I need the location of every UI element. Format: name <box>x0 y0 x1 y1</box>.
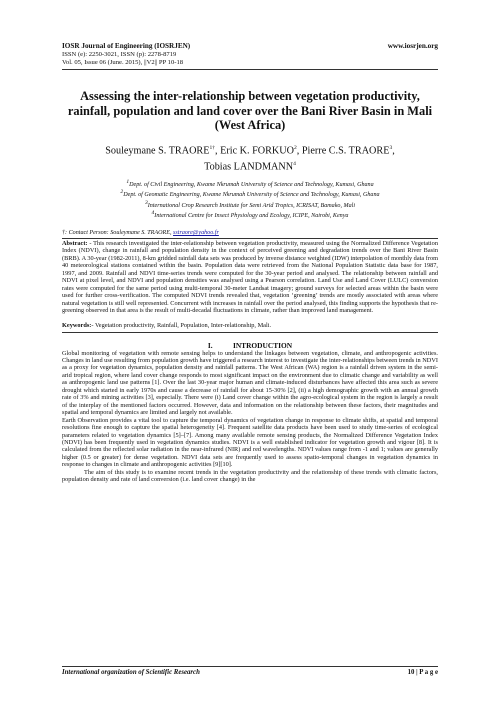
section-heading: I. INTRODUCTION <box>207 340 293 350</box>
affiliation-line <box>62 189 438 200</box>
body-text <box>62 350 438 484</box>
affiliation-line <box>62 179 438 190</box>
author-sup: 4 <box>293 160 296 167</box>
contact-person <box>62 230 438 236</box>
affiliation-sup: 3 <box>144 199 148 206</box>
keywords-rule <box>62 332 438 333</box>
author-name: , Pierre C.S. TRAORE <box>296 145 390 157</box>
contact-email-link[interactable]: sstraore@yahoo.fr <box>173 230 219 236</box>
abstract-rule <box>62 238 438 239</box>
body-paragraph: Earth Observation provides a vital tool to capture the temporal dynamics of vegetation change in response to climate shifts, at spatial and temporal resolutions fine enough to capture the spatial heterogeneity [4]. Frequent satellite data products have been used to study time-series of ecological parameters related to vegetation dynamics [5]–[7]. Among many available remote sensing products, the Normalized Difference Vegetation Index (NDVI) has been frequently used in vegetation dynamics studies. NDVI is a well established indicator for vegetation growth and vigour [8]. It is calculated from the reflected solar radiation in the near-infrared (NIR) and red wavelengths. NDVI values range from -1 and 1; values are generally higher (0.5 or greater) for dense vegetation. NDVI data sets are frequently used to assess spatio-temporal changes in vegetation dynamics in response to changes in climate and anthropogenic activities [9][10]. <box>62 416 438 469</box>
author-separator: , <box>392 145 395 157</box>
body-paragraph: The aim of this study is to examine recent trends in the vegetation productivity and the relationship of these trends with climatic factors, population density and rate of land conversion (i.e. land cover change) in the <box>62 468 438 484</box>
affiliation-text: International Crop Research Institute for Semi Arid Tropics, ICRISAT, Bamako, Mali <box>147 202 356 209</box>
affiliation-text: International Centre for Insect Physiology and Ecology, ICIPE, Nairobi, Kenya <box>154 213 349 220</box>
abstract-text: - This research investigated the inter-relationship between vegetation productivity, measured using the Normalized Difference Vegetation Index (NDVI), change in rainfall and population density in the context of perceived greening and degradation trends over the Bani River Basin (BRB). A 30-year (1982-2011), 8-km gridded rainfall data sets was produced by inverse distance weighted (IDW) interpolation of monthly data from 40 meteorological stations contained within the basin. Population data were retrieved from the National Population Statistic data base for 1987, 1997, and 2009. Rainfall and NDVI time-series trends were computed for the 30-year period and analysed. The relationship between rainfall and NDVI at pixel level, and NDVI and population densities was analysed using a Pearson correlation. Land Use and Land Cover (LULC) conversion rates were computed for the same period using multi-temporal 30-meter Landsat imagery; ground surveys for selected areas within the basin were used for further cross-verification. The computed NDVI trends revealed that, vegetation ‘greening’ trends are mostly associated with areas where natural vegetation is still well represented. Concurrent with increases in rainfall over the period analysed, this finding supports the hypothesis that re-greening observed in that area is the result of multi-decadal fluctuations in climate, rather than improved land management. <box>62 240 438 315</box>
affiliations <box>62 179 438 222</box>
author-name: Tobias LANDMANN <box>204 161 294 173</box>
body-paragraph: Global monitoring of vegetation with remote sensing helps to understand the linkages between vegetation, climate, and anthropogenic activities. Changes in land use resulting from population growth have triggered a research interest to investigate the inter-relationships between trends in NDVI as a proxy for vegetation dynamics, population density and rainfall patterns. The West African (WA) region is a rainfall driven system in the semi-arid tropical region, where land cover change responds to most significant impact on the environment due to climatic change and variability as well as anthropogenic land use patterns [1]. Over the last 30-year major human and climate-induced disturbances have affected this area such as severe drought which started in early 1970s and cause a decrease of rainfall for about 15-30% [2], (ii) a high demographic growth with an annual growth rate of 3% and mining activities [3], especially. There were (i) Land cover change within the agro-ecological system in the region is largely a result of the interplay of the mentioned factors occurred. However, data and information on the relationship between these factors, their magnitudes and spatial and temporal dynamics are limited and largely not available. <box>62 349 438 417</box>
affiliation-line <box>62 210 438 221</box>
keywords-text: - Vegetation productivity, Rainfall, Population, Inter-relationship, Mali. <box>91 321 272 329</box>
page-word: | P a g e <box>414 669 438 676</box>
author-sup: 3 <box>389 145 393 152</box>
journal-header <box>62 42 438 67</box>
keywords <box>62 322 438 329</box>
abstract-label: Abstract: <box>62 240 90 247</box>
affiliation-line <box>62 200 438 211</box>
page-number: 10 <box>407 669 415 676</box>
author-name: , Eric K. FORKUO <box>215 145 294 157</box>
journal-name: IOSR Journal of Engineering (IOSRJEN) <box>62 42 191 50</box>
author-sup: 2 <box>294 145 297 152</box>
affiliation-sup: 4 <box>151 210 155 217</box>
journal-meta <box>62 42 190 67</box>
journal-website-link[interactable]: www.iosrjen.org <box>387 42 438 50</box>
header-rule <box>62 69 438 70</box>
volume-line: Vol. 05, Issue 06 (June. 2015), ||V2|| PP 10-18 <box>62 58 184 66</box>
affiliation-text: Dept. of Civil Engineering, Kwame Nkrumah University of Science and Technology, Kumasi, Ghana <box>129 181 374 188</box>
abstract <box>62 240 438 315</box>
contact-prefix: †: Contact Person: Souleymane S. TRAORE, <box>62 230 174 236</box>
paper-page <box>62 42 438 484</box>
author-sup: 1† <box>209 145 216 152</box>
page-footer <box>62 666 438 676</box>
author-list <box>62 142 438 173</box>
footer-organization: International organization of Scientific Research <box>62 669 200 676</box>
footer-rule <box>62 666 438 667</box>
affiliation-text: Dept. of Geomatic Engineering, Kwame Nkrumah University of Science and Technology, Kumasi, Ghana <box>123 192 380 199</box>
page-indicator <box>408 669 438 676</box>
keywords-label: Keywords: <box>62 321 92 329</box>
issn-line: ISSN (e): 2250-3021, ISSN (p): 2278-8719 <box>62 50 177 58</box>
author-name: Souleymane S. TRAORE <box>105 145 210 157</box>
affiliation-sup: 1 <box>126 178 130 185</box>
paper-title: Assessing the inter-relationship between vegetation productivity, rainfall, population and land cover over the Bani River Basin in Mali (West Africa) <box>67 89 433 132</box>
affiliation-sup: 2 <box>120 189 124 196</box>
